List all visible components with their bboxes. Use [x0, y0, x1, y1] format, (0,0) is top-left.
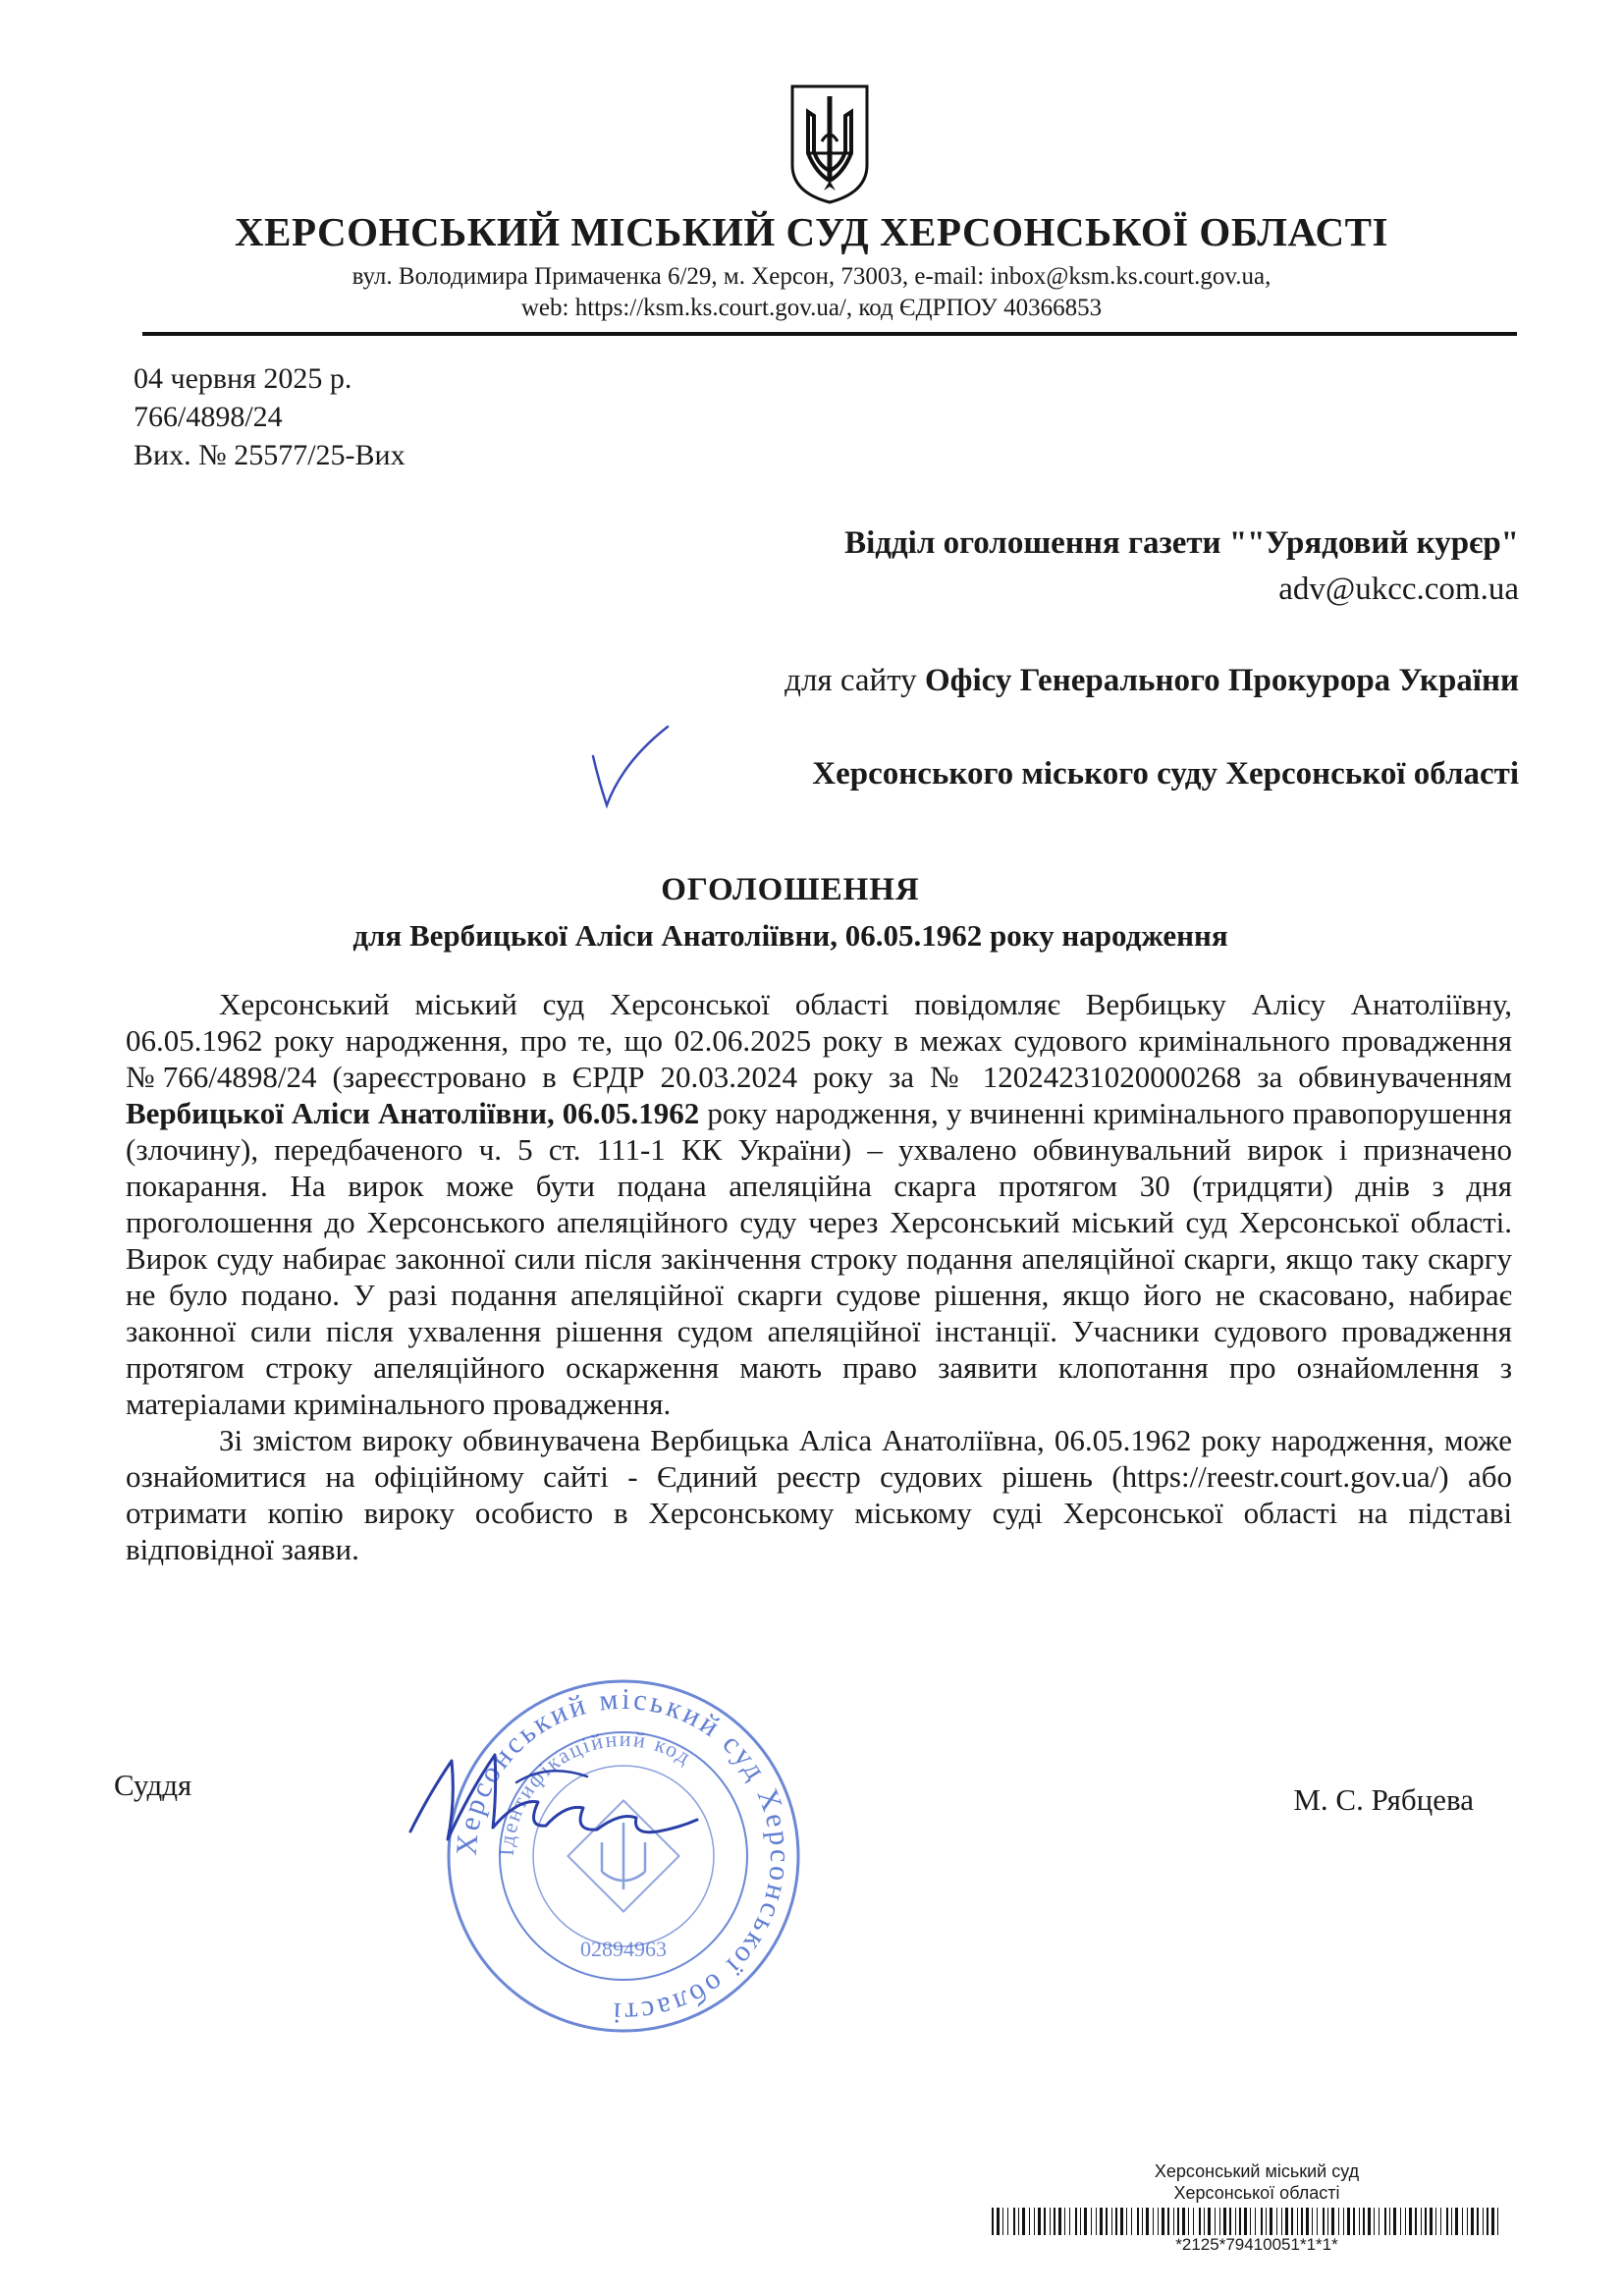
barcode-bar: [1400, 2208, 1401, 2235]
barcode-bar: [1446, 2208, 1448, 2235]
signer-name: М. С. Рябцева: [1293, 1782, 1474, 1817]
registration-court-line2: Херсонської області: [1173, 2183, 1340, 2203]
addressee-prosecutor-office: Офісу Генерального Прокурора України: [924, 663, 1519, 698]
court-address: вул. Володимира Примаченка 6/29, м. Херсон, 73003, e-mail: inbox@ksm.ks.court.gov.ua,: [352, 263, 1271, 290]
barcode-bar: [1069, 2208, 1070, 2235]
stamp-inner-text: Ідентифікаційний код: [493, 1725, 697, 1857]
barcode-bar: [1096, 2208, 1097, 2235]
barcode-bar: [1270, 2208, 1272, 2235]
barcode-bar: [1455, 2208, 1458, 2235]
barcode-bar: [1384, 2208, 1386, 2235]
barcode-bar: [1393, 2208, 1396, 2235]
barcode-bar: [1204, 2208, 1205, 2235]
barcode-bar: [1462, 2208, 1463, 2235]
barcode-bar: [1084, 2208, 1087, 2235]
judge-signature: [401, 1733, 705, 1861]
barcode-bar: [1115, 2208, 1117, 2235]
barcode-bar: [1064, 2208, 1065, 2235]
barcode-bar: [1440, 2208, 1441, 2235]
barcode-bar: [1347, 2208, 1350, 2235]
barcode-bar: [1229, 2208, 1231, 2235]
barcode-bar: [1100, 2208, 1103, 2235]
barcode-bar: [1368, 2208, 1371, 2235]
barcode-bar: [1034, 2208, 1035, 2235]
barcode-bar: [1244, 2208, 1247, 2235]
barcode-bar: [1075, 2208, 1077, 2235]
addressee-court: Херсонського міського суду Херсонської області: [812, 756, 1519, 792]
barcode-bar: [1173, 2208, 1174, 2235]
barcode-bar: [1054, 2208, 1055, 2235]
outgoing-number: Вих. № 25577/25-Вих: [134, 439, 406, 471]
barcode-bar: [1483, 2208, 1484, 2235]
barcode-bar: [1389, 2208, 1390, 2235]
barcode-bar: [1126, 2208, 1127, 2235]
registration-stamp: [1109, 2160, 1404, 2204]
barcode-bar: [1182, 2208, 1185, 2235]
barcode-bar: [1029, 2208, 1030, 2235]
barcode-bar: [1131, 2208, 1132, 2235]
barcode-bar: [1338, 2208, 1339, 2235]
barcode-bar: [1491, 2208, 1494, 2235]
barcode-bar: [1177, 2208, 1179, 2235]
signer-role: Суддя: [114, 1768, 192, 1802]
barcode-bar: [1199, 2208, 1201, 2235]
document-date: 04 червня 2025 р.: [134, 362, 352, 395]
barcode-bar: [1409, 2208, 1412, 2235]
barcode-bar: [1044, 2208, 1046, 2235]
barcode-bar: [1250, 2208, 1251, 2235]
addressee-newspaper: Відділ оголошення газети ""Урядовий курєр": [844, 525, 1519, 561]
stamp-outer-text: Херсонський міський суд Херсонської області: [450, 1682, 797, 2030]
barcode-bar: [1285, 2208, 1288, 2235]
barcode-bar: [1235, 2208, 1236, 2235]
barcode-bar: [1013, 2208, 1015, 2235]
barcode-bar: [1312, 2208, 1313, 2235]
barcode-bar: [1374, 2208, 1375, 2235]
addressee-prosecutor: [784, 663, 1519, 699]
barcode-bar: [1405, 2208, 1406, 2235]
barcode-bar: [1276, 2208, 1277, 2235]
barcode-bar: [1146, 2208, 1149, 2235]
paragraph-1-start: Херсонський міський суд Херсонської області повідомляє Вербицьку Алісу Анатоліївну, 06.05.1962 року народження, про те, що 02.06.2025 року в межах судового кримінального провадження №766/4898/24 (зареєстровано в ЄРДР 20.03.2024 року за № 12024231020000268 за обвинуваченням: [126, 987, 1512, 1094]
barcode-bar: [1353, 2208, 1355, 2235]
barcode-bar: [992, 2208, 994, 2235]
barcode-bar: [1050, 2208, 1051, 2235]
barcode-bar: [1281, 2208, 1282, 2235]
barcode-bar: [1451, 2208, 1452, 2235]
barcode-bar: [1153, 2208, 1154, 2235]
barcode-bar: [1106, 2208, 1108, 2235]
barcode-bar: [1266, 2208, 1267, 2235]
addressee-prefix: для сайту: [784, 663, 925, 698]
barcode-bar: [1421, 2208, 1422, 2235]
barcode-bar: [1359, 2208, 1360, 2235]
barcode-bar: [1301, 2208, 1303, 2235]
barcode-bar: [1162, 2208, 1164, 2235]
barcode-bar: [1261, 2208, 1263, 2235]
handwritten-checkmark-icon: [589, 723, 672, 811]
barcode-bar: [1327, 2208, 1328, 2235]
barcode-bar: [1343, 2208, 1344, 2235]
addressee-email: adv@ukcc.com.ua: [1278, 572, 1519, 607]
barcode-bar: [1111, 2208, 1112, 2235]
registration-court-line1: Херсонський міський суд: [1154, 2161, 1360, 2181]
barcode-bar: [1363, 2208, 1365, 2235]
barcode-bar: [1467, 2208, 1468, 2235]
barcode-bar: [1223, 2208, 1226, 2235]
barcode-bar: [1415, 2208, 1417, 2235]
court-web: web: https://ksm.ks.court.gov.ua/, код ЄДРПОУ 40366853: [520, 295, 1103, 321]
barcode-bar: [1007, 2208, 1008, 2235]
barcode-bar: [1167, 2208, 1169, 2235]
barcode-bar: [1323, 2208, 1325, 2235]
notice-body: [126, 986, 1512, 1567]
barcode-bar: [1379, 2208, 1380, 2235]
barcode-bar: [1219, 2208, 1220, 2235]
barcode-bar: [1297, 2208, 1298, 2235]
barcode-bar: [1430, 2208, 1433, 2235]
barcode-bar: [1477, 2208, 1479, 2235]
barcode-bar: [1137, 2208, 1139, 2235]
coat-of-arms-icon: [786, 82, 873, 206]
court-name-heading: ХЕРСОНСЬКИЙ МІСЬКИЙ СУД ХЕРСОНСЬКОЇ ОБЛАСТІ: [235, 209, 1388, 254]
court-contacts: [196, 261, 1427, 324]
barcode-bar: [1091, 2208, 1092, 2235]
barcode-number: *2125*79410051*1*1*: [1175, 2235, 1338, 2254]
paragraph-1-rest: року народження, у вчиненні кримінального правопорушення (злочину), передбаченого ч. 5 ст. 111-1 КК України) – ухвалено обвинувальний вирок і призначено покарання. На вирок може бути подана апеляційна скарга протягом 30 (тридцяти) днів з дня проголошення до Херсонського апеляційного суду через Херсонський міський суд Херсонської області. Вирок суду набирає законної сили після закінчення строку подання апеляційної скарги, якщо таку скаргу не було подано. У разі подання апеляційної скарги судове рішення, якщо його не скасовано, набирає законної сили після ухвалення рішення судом апеляційної інстанції. Учасники судового провадження протягом строку апеляційного оскарження мають право заявити клопотання про ознайомлення з матеріалами кримінального провадження.: [126, 1096, 1512, 1421]
barcode-bar: [1331, 2208, 1334, 2235]
barcode-bar: [1291, 2208, 1293, 2235]
barcode-bar: [1317, 2208, 1318, 2235]
barcode-bar: [1215, 2208, 1216, 2235]
barcode-bar: [1120, 2208, 1123, 2235]
notice-subtitle: для Вербицької Аліси Анатоліївни, 06.05.1962 року народження: [352, 918, 1228, 953]
notice-paragraph-2: Зі змістом вироку обвинувачена Вербицька Аліса Анатоліївна, 06.05.1962 року народження, може ознайомитися на офіційному сайті - Єдиний реєстр судових рішень (https://reestr.court.gov.ua/) або отримати копію вироку особисто в Херсонському міському суді Херсонської області на підставі відповідної заяви.: [126, 1423, 1512, 1566]
barcode-bar: [1239, 2208, 1241, 2235]
barcode-bar: [1058, 2208, 1061, 2235]
barcode-bar: [1142, 2208, 1143, 2235]
barcode-bar: [1158, 2208, 1159, 2235]
barcode-bar: [1471, 2208, 1474, 2235]
document-meta: [134, 359, 406, 474]
barcode-bar: [1038, 2208, 1041, 2235]
barcode-bar: [1497, 2208, 1498, 2235]
letterhead-divider: [142, 332, 1517, 336]
barcode-bar: [1487, 2208, 1488, 2235]
accused-name: Вербицької Аліси Анатоліївни, 06.05.1962: [126, 1096, 700, 1130]
notice-paragraph-1: [126, 986, 1512, 1422]
barcode-bar: [1022, 2208, 1025, 2235]
barcode-bar: [1425, 2208, 1427, 2235]
stamp-code: 02894963: [580, 1937, 667, 1961]
barcode-bar: [1080, 2208, 1081, 2235]
barcode-bar: [1018, 2208, 1019, 2235]
barcode-bar: [1208, 2208, 1211, 2235]
case-number: 766/4898/24: [134, 401, 283, 433]
barcode: [992, 2208, 1502, 2235]
barcode-bar: [1193, 2208, 1194, 2235]
barcode-bar: [1188, 2208, 1189, 2235]
barcode-bar: [1002, 2208, 1003, 2235]
notice-title: ОГОЛОШЕННЯ: [661, 872, 920, 907]
barcode-bar: [1306, 2208, 1309, 2235]
barcode-bar: [1435, 2208, 1436, 2235]
barcode-bar: [1255, 2208, 1256, 2235]
barcode-bar: [997, 2208, 1000, 2235]
